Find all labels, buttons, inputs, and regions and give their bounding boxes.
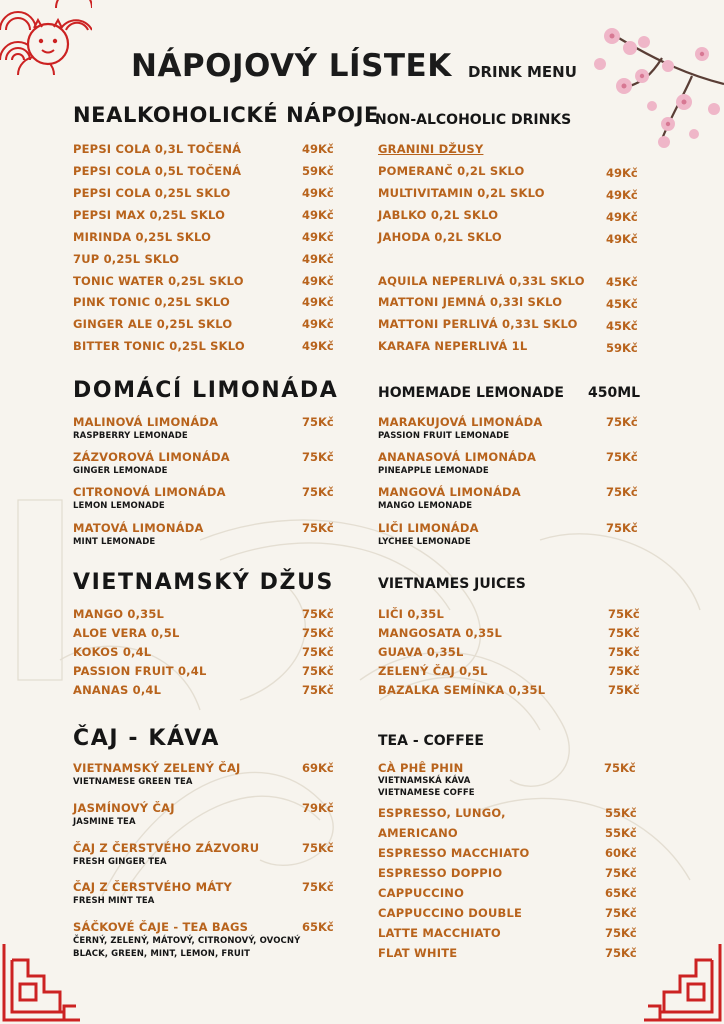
menu-item: MATTONI PERLIVÁ 0,33L SKLO	[378, 317, 578, 331]
menu-item-subtitle: LYCHEE LEMONADE	[378, 537, 471, 547]
menu-item-subtitle: PINEAPPLE LEMONADE	[378, 466, 489, 476]
menu-item-price: 75Kč	[606, 450, 638, 464]
lemonade-volume: 450ML	[588, 385, 641, 401]
menu-item-subtitle: BLACK, GREEN, MINT, LEMON, FRUIT	[73, 949, 251, 959]
menu-item: ESPRESSO DOPPIO	[378, 866, 503, 880]
menu-item: ČAJ Z ČERSTVÉHO MÁTY	[73, 880, 233, 894]
menu-item: GINGER ALE 0,25L SKLO	[73, 317, 233, 331]
menu-item-subtitle: ČERNÝ, ZELENÝ, MÁTOVÝ, CITRONOVÝ, OVOCNÝ	[73, 936, 301, 946]
menu-item-price: 49Kč	[606, 210, 638, 224]
menu-item-price: 75Kč	[302, 521, 334, 535]
chinese-corner-icon	[640, 940, 724, 1024]
menu-item-price: 75Kč	[606, 521, 638, 535]
menu-item-price: 45Kč	[606, 319, 638, 333]
menu-item: VIETNAMSKÝ ZELENÝ ČAJ	[73, 761, 241, 775]
section-title-tea-en: TEA - COFFEE	[378, 733, 484, 749]
menu-item: PINK TONIC 0,25L SKLO	[73, 295, 231, 309]
section-title-tea: ČAJ - KÁVA	[73, 726, 220, 751]
chinese-corner-icon	[0, 940, 84, 1024]
page-title: NÁPOJOVÝ LÍSTEK	[131, 48, 452, 84]
menu-item: 7UP 0,25L SKLO	[73, 252, 180, 266]
menu-item: MATOVÁ LIMONÁDA	[73, 521, 204, 535]
menu-item: MANGOSATA 0,35L	[378, 626, 503, 640]
menu-item-price: 75Kč	[302, 626, 334, 640]
menu-item: GUAVA 0,35L	[378, 645, 464, 659]
menu-item-price: 79Kč	[302, 801, 334, 815]
menu-item-subtitle: VIETNAMESE GREEN TEA	[73, 777, 193, 787]
menu-item-price: 49Kč	[302, 339, 334, 353]
menu-item-price: 75Kč	[605, 866, 637, 880]
menu-item-price: 75Kč	[302, 415, 334, 429]
menu-item-subtitle: MINT LEMONADE	[73, 537, 156, 547]
menu-item: KARAFA NEPERLIVÁ 1L	[378, 339, 528, 353]
menu-item-subtitle: RASPBERRY LEMONADE	[73, 431, 188, 441]
menu-item: MANGO 0,35L	[73, 607, 165, 621]
menu-item-price: 75Kč	[606, 415, 638, 429]
menu-item-subtitle: MANGO LEMONADE	[378, 501, 473, 511]
menu-item: ALOE VERA 0,5L	[73, 626, 180, 640]
section-title-lemonade: DOMÁCÍ LIMONÁDA	[73, 378, 339, 403]
menu-item-price: 59Kč	[606, 341, 638, 355]
menu-item-price: 65Kč	[605, 886, 637, 900]
menu-item-price: 75Kč	[605, 926, 637, 940]
menu-item-subtitle: VIETNAMSKÁ KÁVA	[378, 776, 471, 786]
menu-item-price: 75Kč	[605, 906, 637, 920]
menu-item: JABLKO 0,2L SKLO	[378, 208, 499, 222]
menu-item: MANGOVÁ LIMONÁDA	[378, 485, 521, 499]
menu-item: FLAT WHITE	[378, 946, 458, 960]
section-title-nonalcoholic-en: NON-ALCOHOLIC DRINKS	[375, 112, 572, 128]
menu-item-price: 65Kč	[302, 920, 334, 934]
menu-item-price: 69Kč	[302, 761, 334, 775]
menu-item-price: 49Kč	[606, 232, 638, 246]
menu-item-subtitle: JASMINE TEA	[73, 817, 136, 827]
menu-item: ČAJ Z ČERSTVÉHO ZÁZVORU	[73, 841, 260, 855]
menu-item-price: 49Kč	[302, 317, 334, 331]
menu-item: MALINOVÁ LIMONÁDA	[73, 415, 219, 429]
menu-item-price: 75Kč	[608, 645, 640, 659]
menu-item: MIRINDA 0,25L SKLO	[73, 230, 212, 244]
menu-item-price: 49Kč	[302, 295, 334, 309]
menu-item-price: 49Kč	[302, 186, 334, 200]
menu-item: CAPPUCCINO	[378, 886, 465, 900]
red-seigaiha-icon	[0, 0, 92, 78]
menu-item: LIČI LIMONÁDA	[378, 521, 479, 535]
menu-item: ANANASOVÁ LIMONÁDA	[378, 450, 537, 464]
menu-item-price: 49Kč	[606, 188, 638, 202]
menu-item-price: 75Kč	[302, 683, 334, 697]
menu-item-price: 75Kč	[606, 485, 638, 499]
menu-item: JAHODA 0,2L SKLO	[378, 230, 502, 244]
menu-item: TONIC WATER 0,25L SKLO	[73, 274, 244, 288]
menu-item: CÀ PHÊ PHIN	[378, 761, 464, 775]
menu-item-price: 75Kč	[608, 626, 640, 640]
menu-item-price: 75Kč	[608, 664, 640, 678]
menu-item: LIČI 0,35L	[378, 607, 445, 621]
menu-item-subtitle: GINGER LEMONADE	[73, 466, 168, 476]
menu-item: JASMÍNOVÝ ČAJ	[73, 801, 175, 815]
menu-item-subtitle: FRESH GINGER TEA	[73, 857, 167, 867]
menu-item-subtitle: LEMON LEMONADE	[73, 501, 165, 511]
menu-item-subtitle: FRESH MINT TEA	[73, 896, 155, 906]
menu-item-price: 55Kč	[605, 806, 637, 820]
menu-item: PEPSI MAX 0,25L SKLO	[73, 208, 226, 222]
menu-item: KOKOS 0,4L	[73, 645, 152, 659]
menu-item-price: 49Kč	[302, 142, 334, 156]
menu-item: ESPRESSO MACCHIATO	[378, 846, 530, 860]
menu-item-price: 60Kč	[605, 846, 637, 860]
menu-item-price: 45Kč	[606, 297, 638, 311]
menu-item: PASSION FRUIT 0,4L	[73, 664, 207, 678]
menu-item-price: 55Kč	[605, 826, 637, 840]
menu-item: AQUILA NEPERLIVÁ 0,33L SKLO	[378, 274, 585, 288]
section-title-juice: VIETNAMSKÝ DŽUS	[73, 570, 334, 595]
menu-item-price: 75Kč	[604, 761, 636, 775]
menu-item: CITRONOVÁ LIMONÁDA	[73, 485, 226, 499]
menu-item-price: 75Kč	[302, 645, 334, 659]
page-subtitle: DRINK MENU	[468, 63, 577, 81]
menu-item-price: 75Kč	[605, 946, 637, 960]
menu-item-price: 49Kč	[606, 166, 638, 180]
menu-item-subtitle: PASSION FRUIT LEMONADE	[378, 431, 510, 441]
menu-item-price: 59Kč	[302, 164, 334, 178]
menu-item-price: 75Kč	[302, 880, 334, 894]
menu-item: AMERICANO	[378, 826, 458, 840]
menu-item-price: 75Kč	[302, 450, 334, 464]
menu-item: PEPSI COLA 0,25L SKLO	[73, 186, 231, 200]
menu-item: ESPRESSO, LUNGO,	[378, 806, 506, 820]
menu-item: MARAKUJOVÁ LIMONÁDA	[378, 415, 543, 429]
menu-item: CAPPUCCINO DOUBLE	[378, 906, 523, 920]
menu-item: SÁČKOVÉ ČAJE - TEA BAGS	[73, 920, 249, 934]
menu-item-price: 49Kč	[302, 230, 334, 244]
cherry-blossom-icon	[582, 14, 724, 164]
menu-item-price: 49Kč	[302, 274, 334, 288]
granini-label: GRANINI DŽUSY	[378, 142, 484, 156]
section-title-nonalcoholic: NEALKOHOLICKÉ NÁPOJE	[73, 103, 379, 127]
menu-item-price: 75Kč	[608, 607, 640, 621]
menu-item-subtitle: VIETNAMESE COFFE	[378, 788, 475, 798]
menu-item: PEPSI COLA 0,3L TOČENÁ	[73, 142, 242, 156]
menu-item-price: 75Kč	[302, 664, 334, 678]
menu-item: MULTIVITAMIN 0,2L SKLO	[378, 186, 545, 200]
menu-item-price: 49Kč	[302, 208, 334, 222]
menu-item-price: 75Kč	[302, 485, 334, 499]
menu-item: PEPSI COLA 0,5L TOČENÁ	[73, 164, 242, 178]
section-title-lemonade-en: HOMEMADE LEMONADE	[378, 385, 564, 401]
menu-item: MATTONI JEMNÁ 0,33l SKLO	[378, 295, 563, 309]
menu-item: ZELENÝ ČAJ 0,5L	[378, 664, 488, 678]
menu-item: POMERANČ 0,2L SKLO	[378, 164, 525, 178]
menu-item-price: 75Kč	[302, 841, 334, 855]
menu-item: ANANAS 0,4L	[73, 683, 162, 697]
menu-item: ZÁZVOROVÁ LIMONÁDA	[73, 450, 230, 464]
menu-item-price: 75Kč	[302, 607, 334, 621]
menu-item: BAZALKA SEMÍNKA 0,35L	[378, 683, 546, 697]
menu-item-price: 45Kč	[606, 275, 638, 289]
menu-item: BITTER TONIC 0,25L SKLO	[73, 339, 245, 353]
menu-item: LATTE MACCHIATO	[378, 926, 501, 940]
menu-item-price: 49Kč	[302, 252, 334, 266]
menu-item-price: 75Kč	[608, 683, 640, 697]
section-title-juice-en: VIETNAMES JUICES	[378, 576, 526, 592]
